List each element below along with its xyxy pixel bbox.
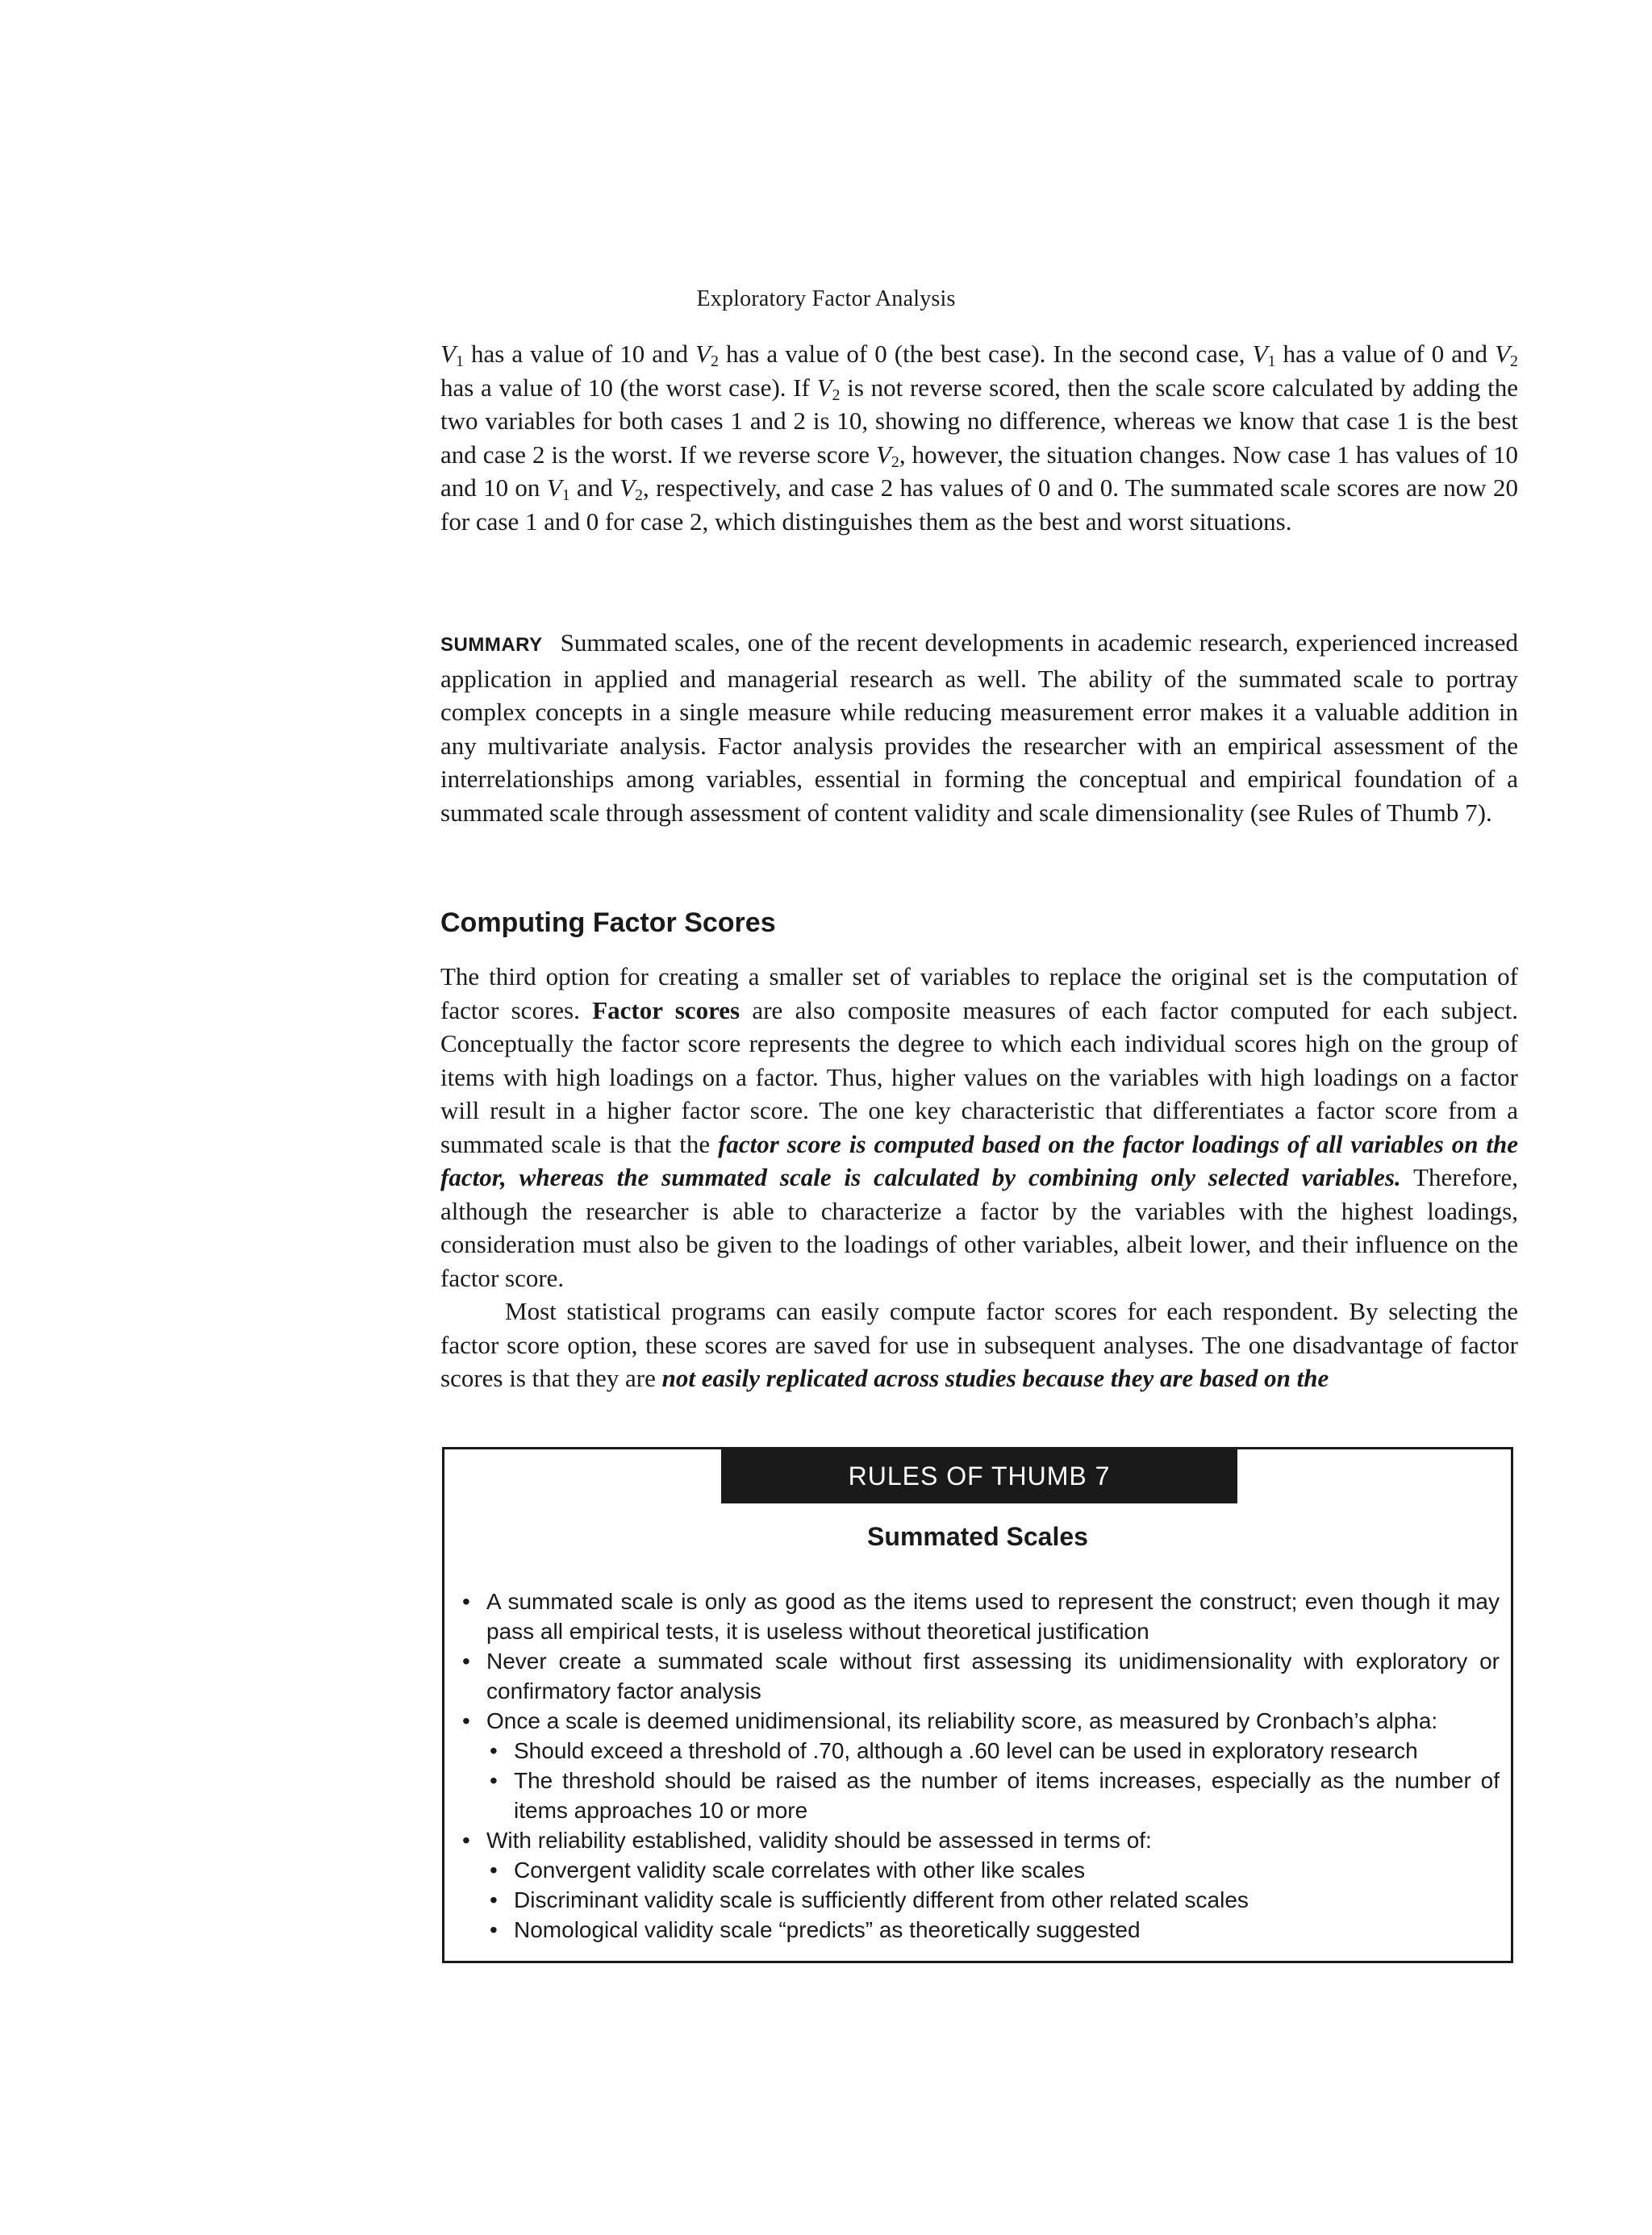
emphasis-text: factor score is computed based on the factor loadings of all variables on the factor, whereas the summated scale is calculated by combining only selected variables. (440, 1129, 1518, 1191)
rules-title: Summated Scales (867, 1522, 1088, 1551)
summary-text: Summated scales, one of the recent developments in academic research, experienced increased application in applied and managerial research as well. The ability of the summated scale to portray complex concepts in a single measure while reducing measurement error makes it a valuable addition in any multivariate analysis. Factor analysis provides the researcher with an empirical assessment of the interrelationships among variables, essential in forming the conceptual and empirical foundation of a summated scale through assessment of content validity and scale dimensionality (see Rules of Thumb 7). (440, 628, 1518, 827)
key-term: Factor scores (592, 995, 740, 1024)
running-head: Exploratory Factor Analysis (696, 286, 956, 311)
factor-scores-paragraph-2: Most statistical programs can easily compute factor scores for each respondent. By selecting the factor score option, these scores are saved for use in subsequent analyses. The one disadvantage of factor scores is that they are not easily replicated across studies because they are based on the (440, 1297, 1518, 1392)
rule-subitem: • Convergent validity scale correlates with other like scales (486, 1855, 1500, 1885)
section-heading: Computing Factor Scores (440, 907, 776, 938)
emphasis-text: not easily replicated across studies because they are based on the (661, 1364, 1329, 1392)
rule-item: • With reliability established, validity should be assessed in terms of: • Convergent validity scale correlates with other like scales • Discriminant validity scale is sufficiently different from other related scales • Nomological validity scale “predicts” as theoretically suggested (459, 1825, 1500, 1945)
summary-label: SUMMARY (440, 634, 543, 656)
rule-item: • Once a scale is deemed unidimensional, its reliability score, as measured by Cronbach’s alpha: • Should exceed a threshold of .70, although a .60 level can be used in exploratory research • The threshold should be raised as the number of items increases, especially as the number of items approaches 10 or more (459, 1706, 1500, 1825)
rules-list (459, 1587, 1500, 1945)
factor-scores-text (440, 960, 1518, 1395)
rule-subitem: • Nomological validity scale “predicts” as theoretically suggested (486, 1915, 1500, 1945)
rule-item: • Never create a summated scale without first assessing its unidimensionality with exploratory or confirmatory factor analysis (459, 1646, 1500, 1706)
rule-sublist (486, 1736, 1500, 1825)
rule-sublist (486, 1855, 1500, 1945)
factor-scores-paragraph-1: The third option for creating a smaller set of variables to replace the original set is the computation of factor scores. Factor scores are also composite measures of each factor computed for each subject. Conceptually the factor score represents the degree to which each individual scores high on the group of items with high loadings on a factor. Thus, higher values on the variables with high loadings on a factor will result in a higher factor score. The one key characteristic that differentiates a factor score from a summated scale is that the factor score is computed based on the factor loadings of all variables on the factor, whereas the summated scale is calculated by combining only selected variables. Therefore, although the researcher is able to characterize a factor by the variables with the highest loadings, consideration must also be given to the loadings of other variables, albeit lower, and their influence on the factor score. (440, 962, 1518, 1292)
intro-paragraph: $V_1$ has a value of 10 and $V_2$ has a value of 0 (the best case). In the second case, $V_1$ has a value of 0 and $V_2$ has a value of 10 (the worst case). If $V_2$ is not reverse scored, then the scale score calculated by adding the two variables for both cases 1 and 2 is 10, showing no difference, whereas we know that case 1 is the best and case 2 is the worst. If we reverse score $V_2$, however, the situation changes. Now case 1 has values of 10 and 10 on $V_1$ and $V_2$, respectively, and case 2 has values of 0 and 0. The summated scale scores are now 20 for case 1 and 0 for case 2, which distinguishes them as the best and worst situations. (440, 340, 1519, 536)
rules-banner: RULES OF THUMB 7 (721, 1449, 1237, 1503)
rule-subitem: • The threshold should be raised as the number of items increases, especially as the number of items approaches 10 or more (486, 1766, 1500, 1825)
var-v1: V (440, 340, 456, 368)
summary-paragraph (440, 626, 1518, 829)
rule-item: • A summated scale is only as good as the items used to represent the construct; even though it may pass all empirical tests, it is useless without theoretical justification (459, 1587, 1500, 1646)
rule-subitem: • Should exceed a threshold of .70, although a .60 level can be used in exploratory research (486, 1736, 1500, 1766)
rules-of-thumb-box (442, 1447, 1513, 1963)
rule-subitem: • Discriminant validity scale is sufficiently different from other related scales (486, 1885, 1500, 1915)
